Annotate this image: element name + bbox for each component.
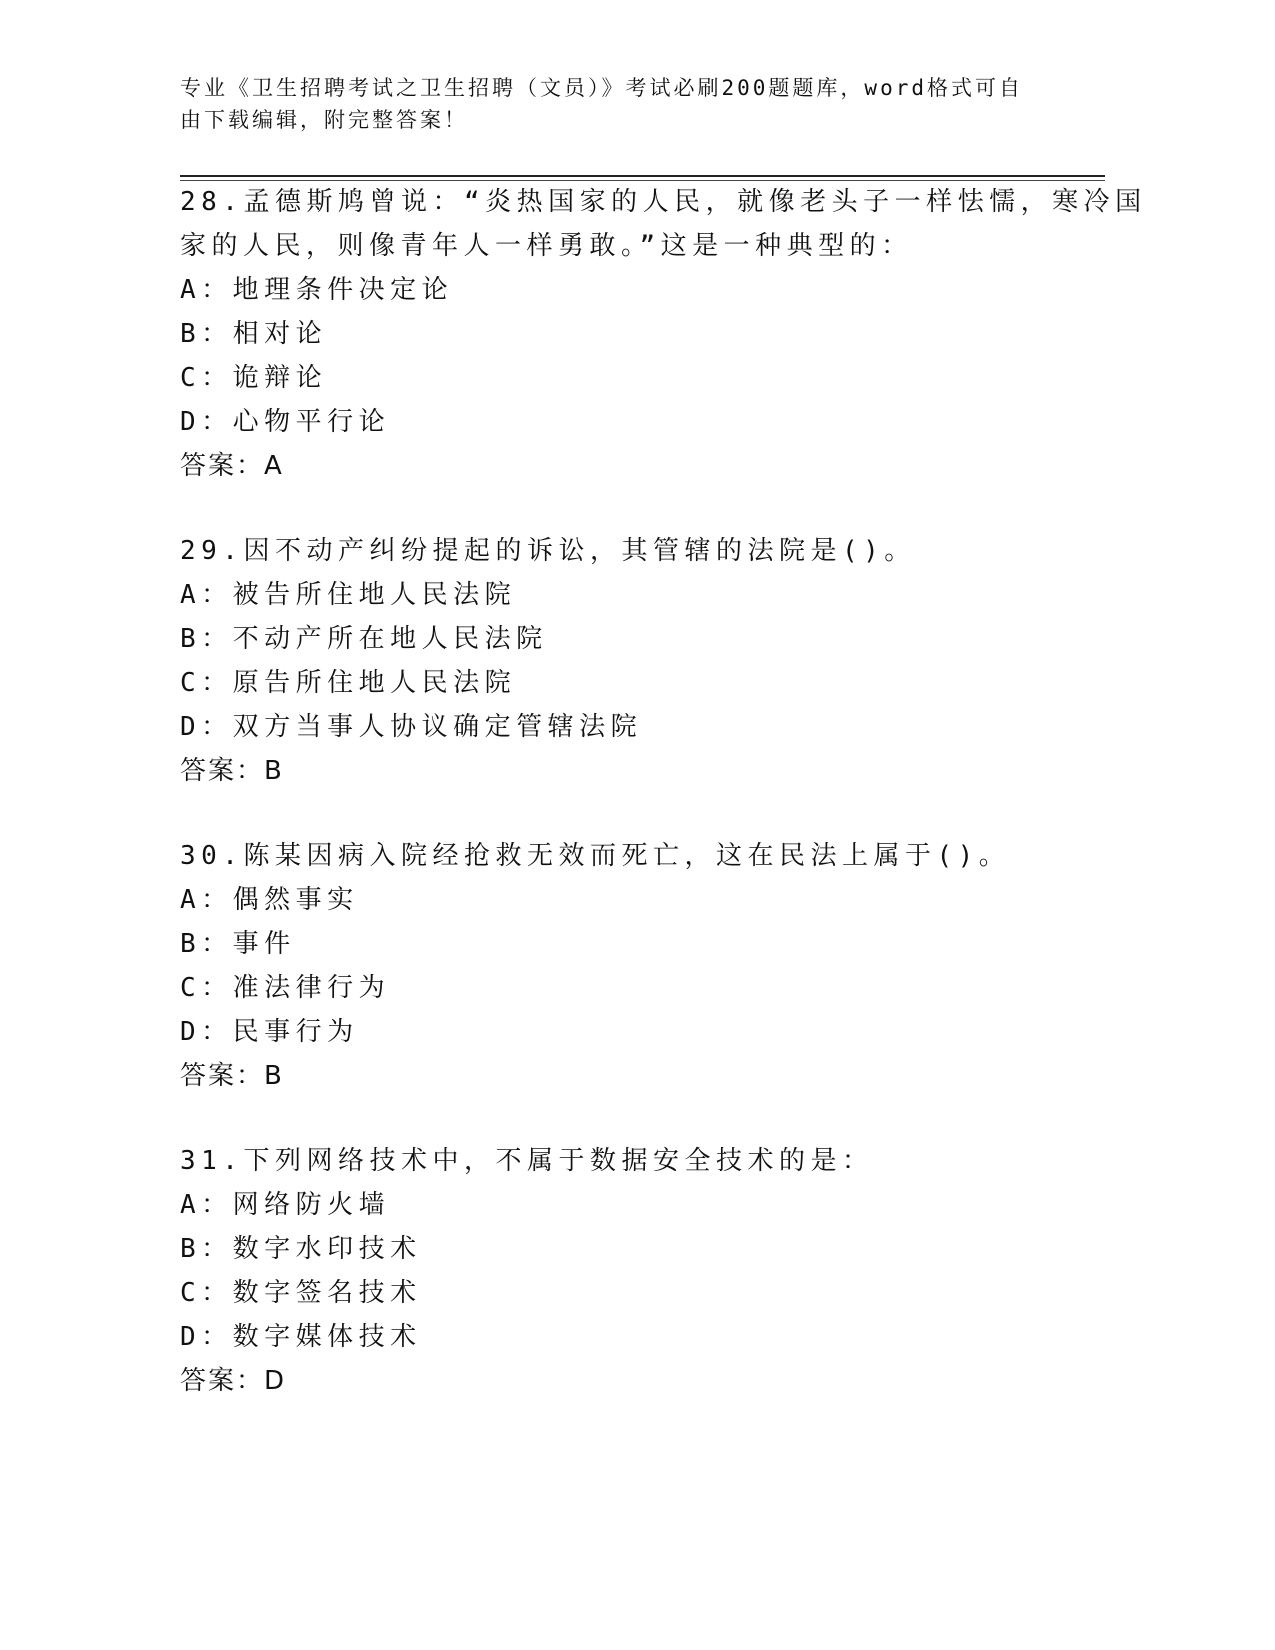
question-stem: 30.陈某因病入院经抢救无效而死亡，这在民法上属于()。 <box>180 841 1011 871</box>
option-d: D：心物平行论 <box>180 407 391 437</box>
option-b: B：数字水印技术 <box>180 1234 422 1264</box>
option-d: D：双方当事人协议确定管辖法院 <box>180 712 643 742</box>
question-stem: 28.孟德斯鸠曾说：“炎热国家的人民，就像老头子一样怯懦，寒冷国 <box>180 187 1147 217</box>
option-a: A：偶然事实 <box>180 885 359 915</box>
option-a: A：被告所住地人民法院 <box>180 580 517 610</box>
option-c: C：诡辩论 <box>180 363 328 393</box>
option-c: C：准法律行为 <box>180 973 391 1003</box>
answer-line: 答案：B <box>180 756 284 786</box>
question-29 <box>180 529 1080 793</box>
option-b: B：相对论 <box>180 319 328 349</box>
answer-line: 答案：D <box>180 1366 287 1396</box>
answer-line: 答案：A <box>180 451 284 481</box>
question-31 <box>180 1139 1080 1403</box>
option-b: B：事件 <box>180 929 296 959</box>
option-b: B：不动产所在地人民法院 <box>180 624 548 654</box>
option-a: A：网络防火墙 <box>180 1190 391 1220</box>
question-stem: 家的人民，则像青年人一样勇敢。”这是一种典型的： <box>180 231 913 261</box>
option-d: D：民事行为 <box>180 1017 359 1047</box>
question-stem: 29.因不动产纠纷提起的诉讼，其管辖的法院是()。 <box>180 536 916 566</box>
question-28 <box>180 180 1147 488</box>
answer-line: 答案：B <box>180 1061 284 1091</box>
option-a: A：地理条件决定论 <box>180 275 454 305</box>
option-d: D：数字媒体技术 <box>180 1322 422 1352</box>
question-30 <box>180 834 1080 1098</box>
option-c: C：数字签名技术 <box>180 1278 422 1308</box>
option-c: C：原告所住地人民法院 <box>180 668 517 698</box>
header-line: 由下载编辑，附完整答案！ <box>180 108 468 132</box>
document-header <box>180 72 1040 136</box>
header-divider <box>180 175 1105 177</box>
question-stem: 31.下列网络技术中，不属于数据安全技术的是： <box>180 1146 874 1176</box>
header-line: 专业《卫生招聘考试之卫生招聘（文员）》考试必刷200题题库，word格式可自 <box>180 76 1023 100</box>
